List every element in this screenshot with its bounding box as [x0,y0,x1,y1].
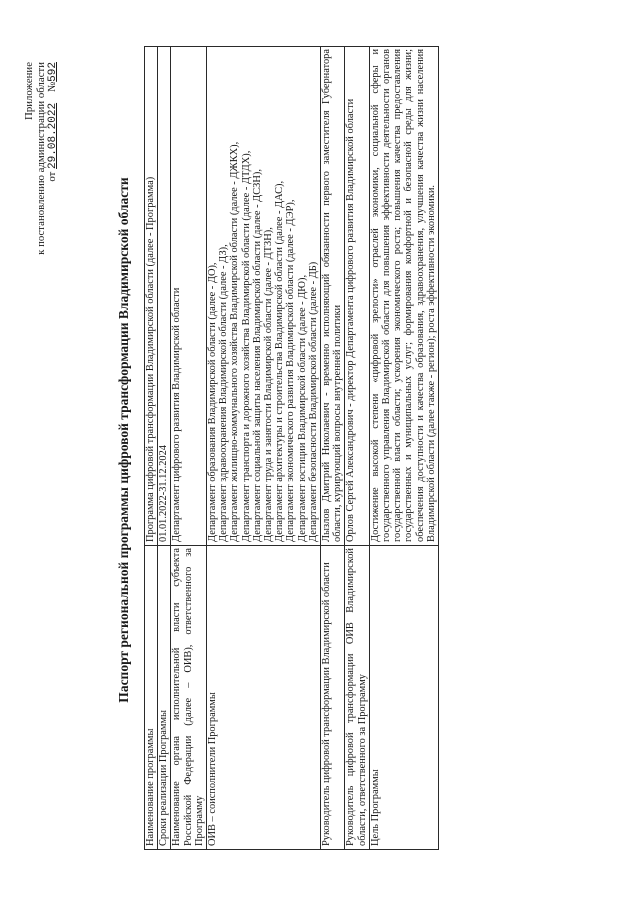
row-label: Руководитель цифровой трансформации Владимирской области [321,546,345,850]
row-value: Программа цифровой трансформации Владимирской области (далее - Программа) [145,47,158,546]
row-value: Достижение высокой степени «цифровой зрелости» отраслей экономики, социальной сферы и государственного управления Владимирской области для повышения эффективности деятельности органов государственной власти области; ускорения экономического роста; повышения качества предоставления государственных и муниципальных услуг; формирования комфортной и безопасной среды для жизни; обеспечения доступности и качества образования, здравоохранения, улучшения качества жизни населения Владимирской области (далее также - регион); роста эффективности экономики. [369,47,438,546]
row-value: Департамент цифрового развития Владимирской области [171,47,207,546]
appendix-decree-line: к постановлению администрации области [34,62,47,255]
row-label: Сроки реализации Программы [158,546,171,850]
row-label: ОИВ – соисполнители Программы [207,546,321,850]
appendix-from: от [46,171,58,182]
coexecutor-item: Департамент юстиции Владимирской области (далее - ДЮ), [296,274,308,542]
table-row [369,47,438,850]
row-label: Наименование органа исполнительной власти субъекта Российской Федерации (далее – ОИВ), ответственного за Программу [171,546,207,850]
coexecutor-item: Департамент жилищно-коммунального хозяйства Владимирской области (далее - ДЖКХ), [229,141,241,542]
appendix-date: 29.08.2022 [47,102,59,169]
row-value: Лызлов Дмитрий Николаевич - временно исполняющий обязанности первого заместителя Губернатора области, курирующий вопросы внутренней политики [321,47,345,546]
row-label: Руководитель цифровой трансформации ОИВ Владимирской области, ответственного за Программу [345,546,369,850]
coexecutor-item: Департамент труда и занятости Владимирской области (далее - ДТЗН), [263,227,275,542]
appendix-label: Приложение [23,62,35,120]
row-label: Цель Программы [369,546,438,850]
document-title: Паспорт региональной программы цифровой трансформации Владимирской области [116,177,131,703]
passport-table [144,46,439,850]
coexecutor-item: Департамент транспорта и дорожного хозяйства Владимирской области (далее - ДТДХ), [240,150,252,542]
row-value: 01.01.2022-31.12.2024 [158,47,171,546]
coexecutor-item: Департамент безопасности Владимирской области (далее - ДБ) [307,261,319,542]
row-value-list [207,47,321,546]
appendix-no-sign: № [46,81,58,93]
appendix-date-number [47,62,60,182]
table-row [171,47,207,850]
row-value: Орлов Сергей Александрович - директор Департамента цифрового развития Владимирской области [345,47,369,546]
appendix-header [24,62,60,255]
table-row [345,47,369,850]
row-label: Наименование программы [145,546,158,850]
table-row [158,47,171,850]
coexecutor-item: Департамент экономического развития Владимирской области (далее - ДЭР), [285,199,297,542]
coexecutor-item: Департамент здравоохранения Владимирской области (далее - ДЗ), [218,244,230,542]
coexecutor-item: Департамент социальной защиты населения Владимирской области (далее - ДСЗН), [251,169,263,542]
coexecutor-item: Департамент архитектуры и строительства Владимирской области (далее - ДАС), [274,180,286,542]
table-row [145,47,158,850]
table-row [321,47,345,850]
coexecutor-item: Департамент образования Владимирской области (далее - ДО), [207,262,219,542]
table-row [207,47,321,850]
appendix-number: 592 [47,62,59,82]
